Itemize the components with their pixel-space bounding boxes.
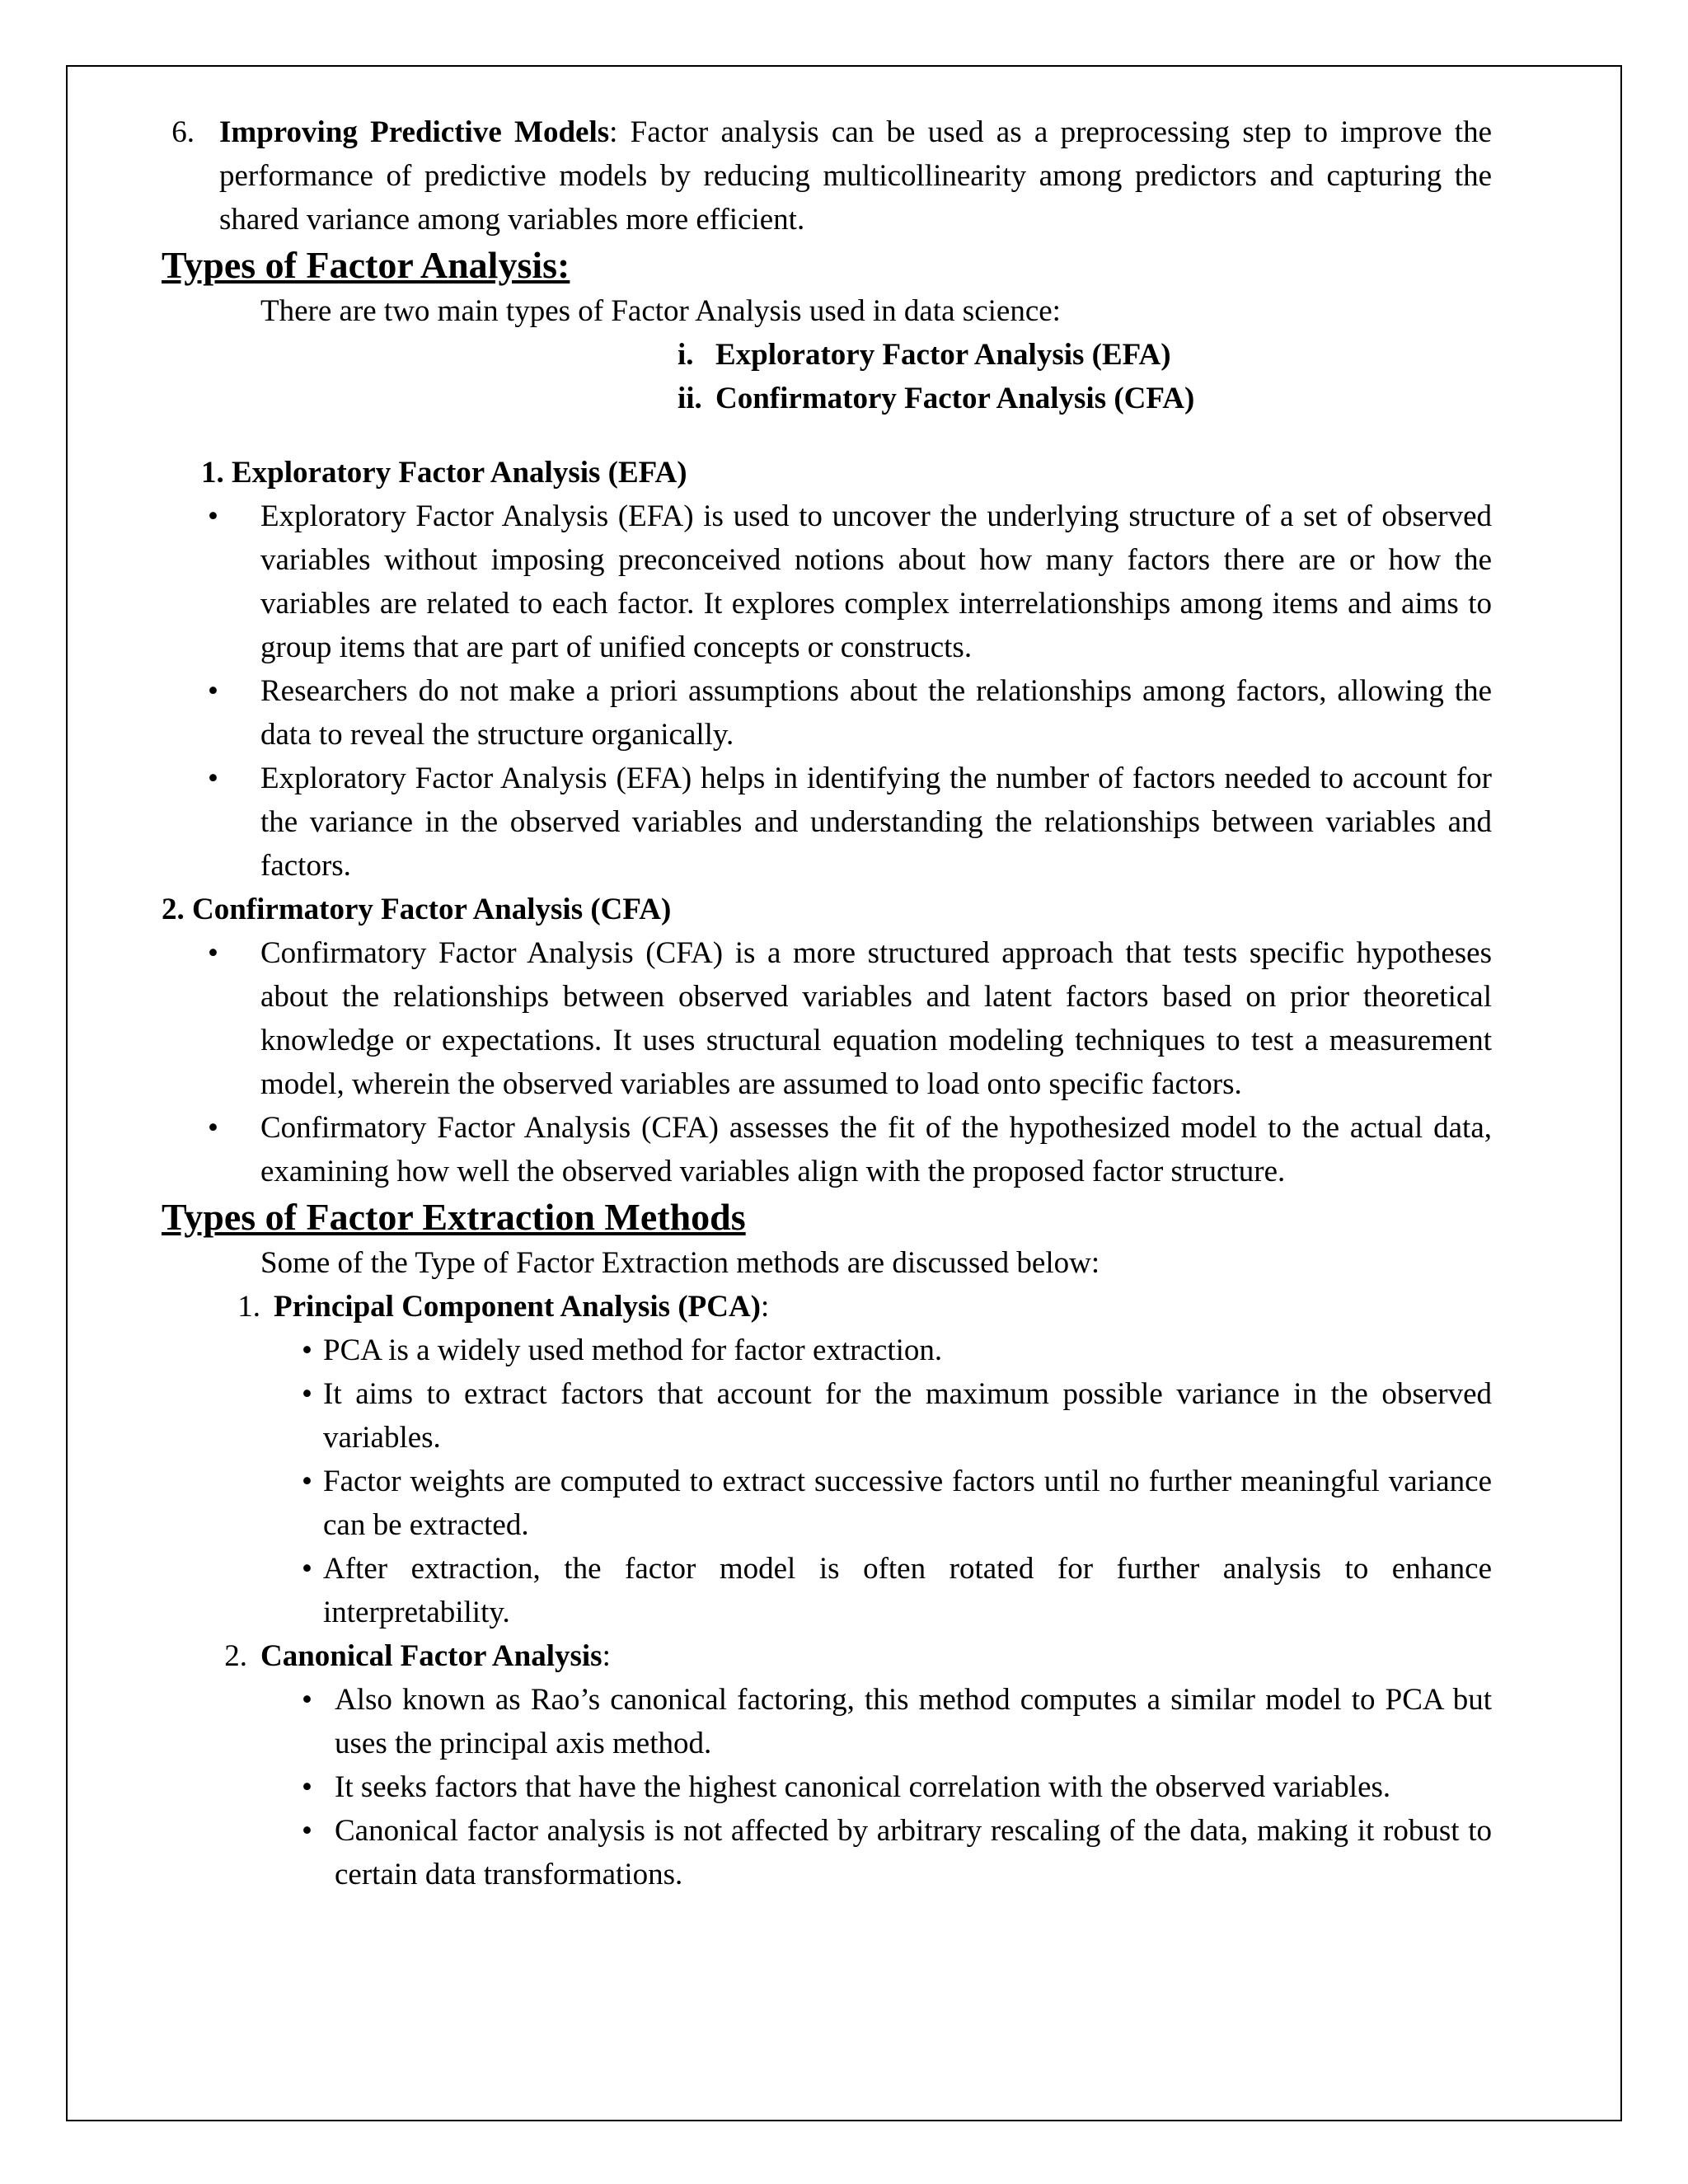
- item-6: [162, 110, 1550, 241]
- pca-bullet: [162, 1547, 1550, 1634]
- cfa-heading: 2. Confirmatory Factor Analysis (CFA): [162, 893, 672, 926]
- pca-bullet-text: PCA is a widely used method for factor extraction.: [323, 1333, 943, 1367]
- item-6-title: Improving Predictive Models: [219, 115, 610, 149]
- bullet-icon: •: [302, 1465, 312, 1498]
- efa-bullet-text: Exploratory Factor Analysis (EFA) is used to uncover the underlying structure of a set of observed variables without imposing preconceived notions about how many factors there are or how the variables are related to each factor. It explores complex interrelationships among items and aims to group items that are part of unified concepts or constructs.: [260, 499, 1492, 664]
- pca-title: Principal Component Analysis (PCA): [274, 1290, 762, 1324]
- cfa-bullet: [162, 931, 1550, 1106]
- efa-heading: 1. Exploratory Factor Analysis (EFA): [201, 456, 687, 490]
- types-list-item: [678, 377, 1550, 420]
- bullet-icon: •: [302, 1770, 312, 1804]
- types-list: [678, 333, 1550, 420]
- types-marker: ii.: [678, 382, 702, 415]
- section-heading-types-of-fa: Types of Factor Analysis:: [162, 244, 570, 286]
- types-label: Confirmatory Factor Analysis (CFA): [715, 382, 1195, 415]
- pca-bullet: [162, 1372, 1550, 1460]
- efa-bullet-text: Exploratory Factor Analysis (EFA) helps in identifying the number of factors needed to account for the variance in the observed variables and understanding the relationships between variables and factors.: [260, 762, 1492, 883]
- bullet-icon: •: [208, 936, 218, 970]
- pca-number: 1.: [237, 1290, 260, 1324]
- bullet-icon: •: [302, 1552, 312, 1586]
- document-body: [162, 110, 1550, 1896]
- pca-bullet: [162, 1329, 1550, 1372]
- canonical-title: Canonical Factor Analysis: [260, 1639, 603, 1673]
- bullet-icon: •: [208, 1111, 218, 1145]
- section-heading-extraction: Types of Factor Extraction Methods: [162, 1196, 746, 1238]
- canonical-suffix: :: [602, 1639, 611, 1673]
- efa-bullet: [162, 669, 1550, 757]
- bullet-icon: •: [302, 1814, 312, 1848]
- cfa-bullet-text: Confirmatory Factor Analysis (CFA) is a more structured approach that tests specific hypotheses about the relationships between observed variables and latent factors based on prior theoretical knowledge or expectations. It uses structural equation modeling techniques to test a measurement model, wherein the observed variables are assumed to load onto specific factors.: [260, 936, 1492, 1101]
- pca-bullet-text: After extraction, the factor model is often rotated for further analysis to enhance interpretability.: [323, 1552, 1492, 1629]
- canonical-heading: [162, 1634, 1550, 1678]
- types-list-item: [678, 333, 1550, 377]
- efa-bullet: [162, 494, 1550, 669]
- bullet-icon: •: [302, 1333, 312, 1367]
- extraction-intro: Some of the Type of Factor Extraction methods are discussed below:: [260, 1246, 1100, 1280]
- canonical-bullet-text: Canonical factor analysis is not affected by arbitrary rescaling of the data, making it robust to certain data transformations.: [335, 1814, 1492, 1891]
- canonical-bullet-text: Also known as Rao’s canonical factoring, this method computes a similar model to PCA but uses the principal axis method.: [335, 1683, 1492, 1760]
- item-6-paragraph: [219, 110, 1492, 241]
- pca-bullet-text: It aims to extract factors that account for the maximum possible variance in the observed variables.: [323, 1377, 1492, 1455]
- pca-heading: [162, 1285, 1550, 1329]
- cfa-bullet-text: Confirmatory Factor Analysis (CFA) assesses the fit of the hypothesized model to the actual data, examining how well the observed variables align with the proposed factor structure.: [260, 1111, 1492, 1188]
- canonical-bullet: [162, 1678, 1550, 1765]
- types-intro: There are two main types of Factor Analysis used in data science:: [260, 294, 1061, 328]
- canonical-bullet: [162, 1809, 1550, 1896]
- bullet-icon: •: [302, 1377, 312, 1411]
- bullet-icon: •: [208, 499, 218, 533]
- pca-bullet: [162, 1460, 1550, 1547]
- pca-suffix: :: [761, 1290, 770, 1324]
- efa-bullet: [162, 757, 1550, 888]
- pca-bullet-text: Factor weights are computed to extract successive factors until no further meaningful variance can be extracted.: [323, 1465, 1492, 1542]
- types-marker: i.: [678, 338, 694, 372]
- canonical-bullet: [162, 1765, 1550, 1809]
- cfa-bullet: [162, 1106, 1550, 1193]
- canonical-number: 2.: [224, 1639, 247, 1673]
- efa-bullet-text: Researchers do not make a priori assumptions about the relationships among factors, allowing the data to reveal the structure organically.: [260, 674, 1492, 752]
- canonical-bullet-text: It seeks factors that have the highest canonical correlation with the observed variables.: [335, 1770, 1391, 1804]
- item-6-number: 6.: [171, 115, 195, 149]
- types-label: Exploratory Factor Analysis (EFA): [715, 338, 1171, 372]
- item-6-text: : Factor analysis can be used as a preprocessing step to improve the performance of predictive models by reducing multicollinearity among predictors and capturing the shared variance among variables more efficient.: [219, 115, 1492, 237]
- bullet-icon: •: [208, 762, 218, 795]
- bullet-icon: •: [302, 1683, 312, 1717]
- bullet-icon: •: [208, 674, 218, 708]
